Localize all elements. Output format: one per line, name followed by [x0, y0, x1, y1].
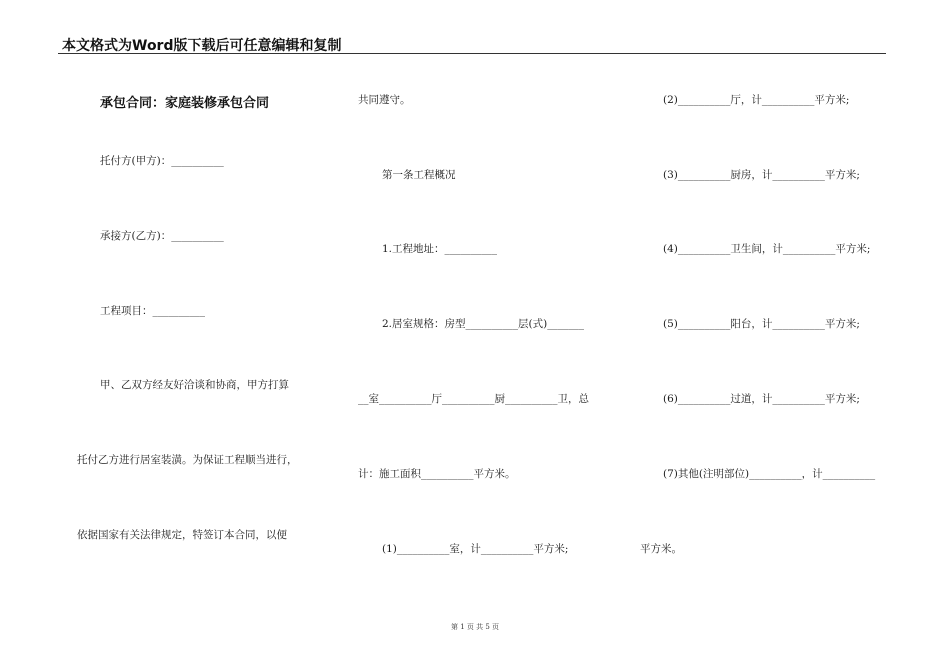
section-heading: 第一条工程概况 [382, 169, 456, 181]
page-number: 第 1 页 共 5 页 [450, 623, 500, 631]
document-banner: 本文格式为Word版下载后可任意编辑和复制 [62, 38, 342, 54]
area-item-line: (6)__________过道，计__________平方米; [663, 393, 860, 405]
body-paragraph-line: 依据国家有关法律规定，特签订本合同，以便 [77, 529, 287, 541]
area-item-line: (7)其他(注明部位)__________，计__________ [663, 468, 876, 480]
body-paragraph-line: 共同遵守。 [358, 94, 411, 106]
project-address-line: 1.工程地址：__________ [382, 243, 498, 255]
party-a-line: 托付方(甲方)：__________ [100, 155, 224, 167]
contract-title: 承包合同：家庭装修承包合同 [100, 96, 270, 111]
area-item-line: 平方米。 [640, 543, 682, 555]
area-item-line: (5)__________阳台，计__________平方米; [663, 318, 860, 330]
header-divider [58, 53, 886, 54]
area-item-line: (2)__________厅，计__________平方米; [663, 94, 850, 106]
area-item-line: (4)__________卫生间，计__________平方米; [663, 243, 871, 255]
area-total-line: 计：施工面积__________平方米。 [358, 468, 516, 480]
area-item-line: (3)__________厨房，计__________平方米; [663, 169, 860, 181]
room-spec-line: __室__________厅__________厨__________卫，总 [358, 393, 589, 405]
room-spec-line: 2.居室规格：房型__________层(式)_______ [382, 318, 584, 330]
body-paragraph-line: 托付乙方进行居室装潢。为保证工程顺当进行， [77, 454, 298, 466]
body-paragraph-line: 甲、乙双方经友好洽谈和协商，甲方打算 [100, 379, 289, 391]
project-line: 工程项目：__________ [100, 305, 205, 317]
party-b-line: 承接方(乙方)：__________ [100, 230, 224, 242]
area-item-line: (1)__________室，计__________平方米; [382, 543, 569, 555]
